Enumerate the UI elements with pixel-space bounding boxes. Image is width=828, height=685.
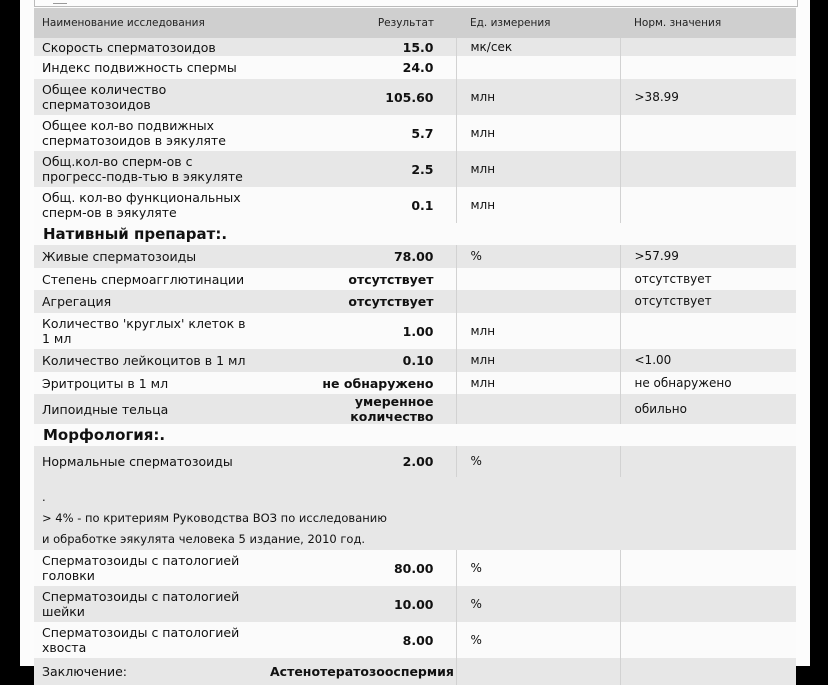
test-result: 2.00 <box>262 446 456 477</box>
header-unit: Ед. измерения <box>456 8 620 38</box>
test-unit: млн <box>456 151 620 187</box>
test-result: не обнаружено <box>262 372 456 394</box>
test-unit: % <box>456 586 620 622</box>
section-title: Морфология:. <box>34 424 796 446</box>
test-result: 24.0 <box>262 56 456 79</box>
test-norm: отсутствует <box>620 290 796 313</box>
test-unit: млн <box>456 187 620 223</box>
test-unit <box>456 658 620 685</box>
top-border <box>34 0 798 7</box>
test-name: Липоидные тельца <box>34 394 262 424</box>
test-unit: млн <box>456 115 620 151</box>
test-norm: <1.00 <box>620 349 796 372</box>
test-unit: мк/сек <box>456 38 620 56</box>
test-unit <box>456 394 620 424</box>
note-line: > 4% - по критериям Руководства ВОЗ по исследованию <box>42 511 387 525</box>
test-unit: млн <box>456 79 620 115</box>
test-name: Количество лейкоцитов в 1 мл <box>34 349 262 372</box>
table-row <box>34 394 796 424</box>
test-result: 80.00 <box>262 550 456 586</box>
table-row <box>34 313 796 349</box>
table-row <box>34 372 796 394</box>
test-norm: >38.99 <box>620 79 796 115</box>
test-norm <box>620 38 796 56</box>
test-unit: млн <box>456 372 620 394</box>
note-line: и обработке эякулята человека 5 издание, 2010 год. <box>42 532 366 546</box>
table-row <box>34 622 796 658</box>
test-norm <box>620 446 796 477</box>
test-unit: % <box>456 446 620 477</box>
test-norm: обильно <box>620 394 796 424</box>
test-unit <box>456 290 620 313</box>
header-norm: Норм. значения <box>620 8 796 38</box>
section-title: Нативный препарат:. <box>34 223 796 245</box>
test-result: 2.5 <box>262 151 456 187</box>
table-row <box>34 245 796 268</box>
table-row <box>34 56 796 79</box>
test-result: 105.60 <box>262 79 456 115</box>
test-result: 5.7 <box>262 115 456 151</box>
table-row <box>34 115 796 151</box>
test-name: Эритроциты в 1 мл <box>34 372 262 394</box>
header-result: Результат <box>262 8 456 38</box>
table-row <box>34 349 796 372</box>
test-unit: % <box>456 550 620 586</box>
test-norm <box>620 550 796 586</box>
test-norm: не обнаружено <box>620 372 796 394</box>
test-result: отсутствует <box>262 268 456 290</box>
test-name: Общ. кол-во функциональных сперм-ов в эякуляте <box>34 187 262 223</box>
section-heading <box>34 223 796 245</box>
test-result: отсутствует <box>262 290 456 313</box>
test-unit <box>456 268 620 290</box>
test-name: Сперматозоиды с патологией головки <box>34 550 262 586</box>
test-name: Общ.кол-во сперм-ов с прогресс-подв-тью в эякуляте <box>34 151 262 187</box>
test-name: Нормальные сперматозоиды <box>34 446 262 477</box>
test-norm: >57.99 <box>620 245 796 268</box>
test-name: Скорость сперматозоидов <box>34 38 262 56</box>
test-name: Индекс подвижность спермы <box>34 56 262 79</box>
test-norm <box>620 658 796 685</box>
test-unit: % <box>456 622 620 658</box>
test-result: 10.00 <box>262 586 456 622</box>
header-name: Наименование исследования <box>34 8 262 38</box>
test-unit: млн <box>456 313 620 349</box>
note-row <box>34 477 796 550</box>
results-table <box>34 8 796 685</box>
table-row <box>34 187 796 223</box>
table-row <box>34 658 796 685</box>
table-row <box>34 151 796 187</box>
note-line: . <box>42 490 46 504</box>
test-name: Сперматозоиды с патологией шейки <box>34 586 262 622</box>
test-norm <box>620 151 796 187</box>
test-name: Общее количество сперматозоидов <box>34 79 262 115</box>
test-result: умеренное количество <box>262 394 456 424</box>
table-row <box>34 38 796 56</box>
table-header <box>34 8 796 38</box>
test-name: Агрегация <box>34 290 262 313</box>
test-result: 8.00 <box>262 622 456 658</box>
table-row <box>34 446 796 477</box>
test-result: 78.00 <box>262 245 456 268</box>
test-result: 15.0 <box>262 38 456 56</box>
lab-report-page <box>20 0 810 679</box>
test-norm <box>620 313 796 349</box>
test-name: Общее кол-во подвижных сперматозоидов в эякуляте <box>34 115 262 151</box>
test-unit <box>456 56 620 79</box>
test-result: 1.00 <box>262 313 456 349</box>
section-heading <box>34 424 796 446</box>
test-unit: млн <box>456 349 620 372</box>
test-name: Заключение: <box>34 658 262 685</box>
who-criteria-note <box>34 477 796 550</box>
test-name: Степень спермоагглютинации <box>34 268 262 290</box>
test-norm: отсутствует <box>620 268 796 290</box>
table-row <box>34 550 796 586</box>
table-row <box>34 79 796 115</box>
test-norm <box>620 622 796 658</box>
test-result: 0.1 <box>262 187 456 223</box>
table-row <box>34 586 796 622</box>
table-row <box>34 268 796 290</box>
test-result: 0.10 <box>262 349 456 372</box>
test-norm <box>620 56 796 79</box>
test-unit: % <box>456 245 620 268</box>
table-row <box>34 290 796 313</box>
test-name: Живые сперматозоиды <box>34 245 262 268</box>
test-norm <box>620 187 796 223</box>
test-name: Сперматозоиды с патологией хвоста <box>34 622 262 658</box>
test-norm <box>620 586 796 622</box>
test-norm <box>620 115 796 151</box>
test-result: Астенотератозооспермия <box>262 658 456 685</box>
test-name: Количество 'круглых' клеток в 1 мл <box>34 313 262 349</box>
